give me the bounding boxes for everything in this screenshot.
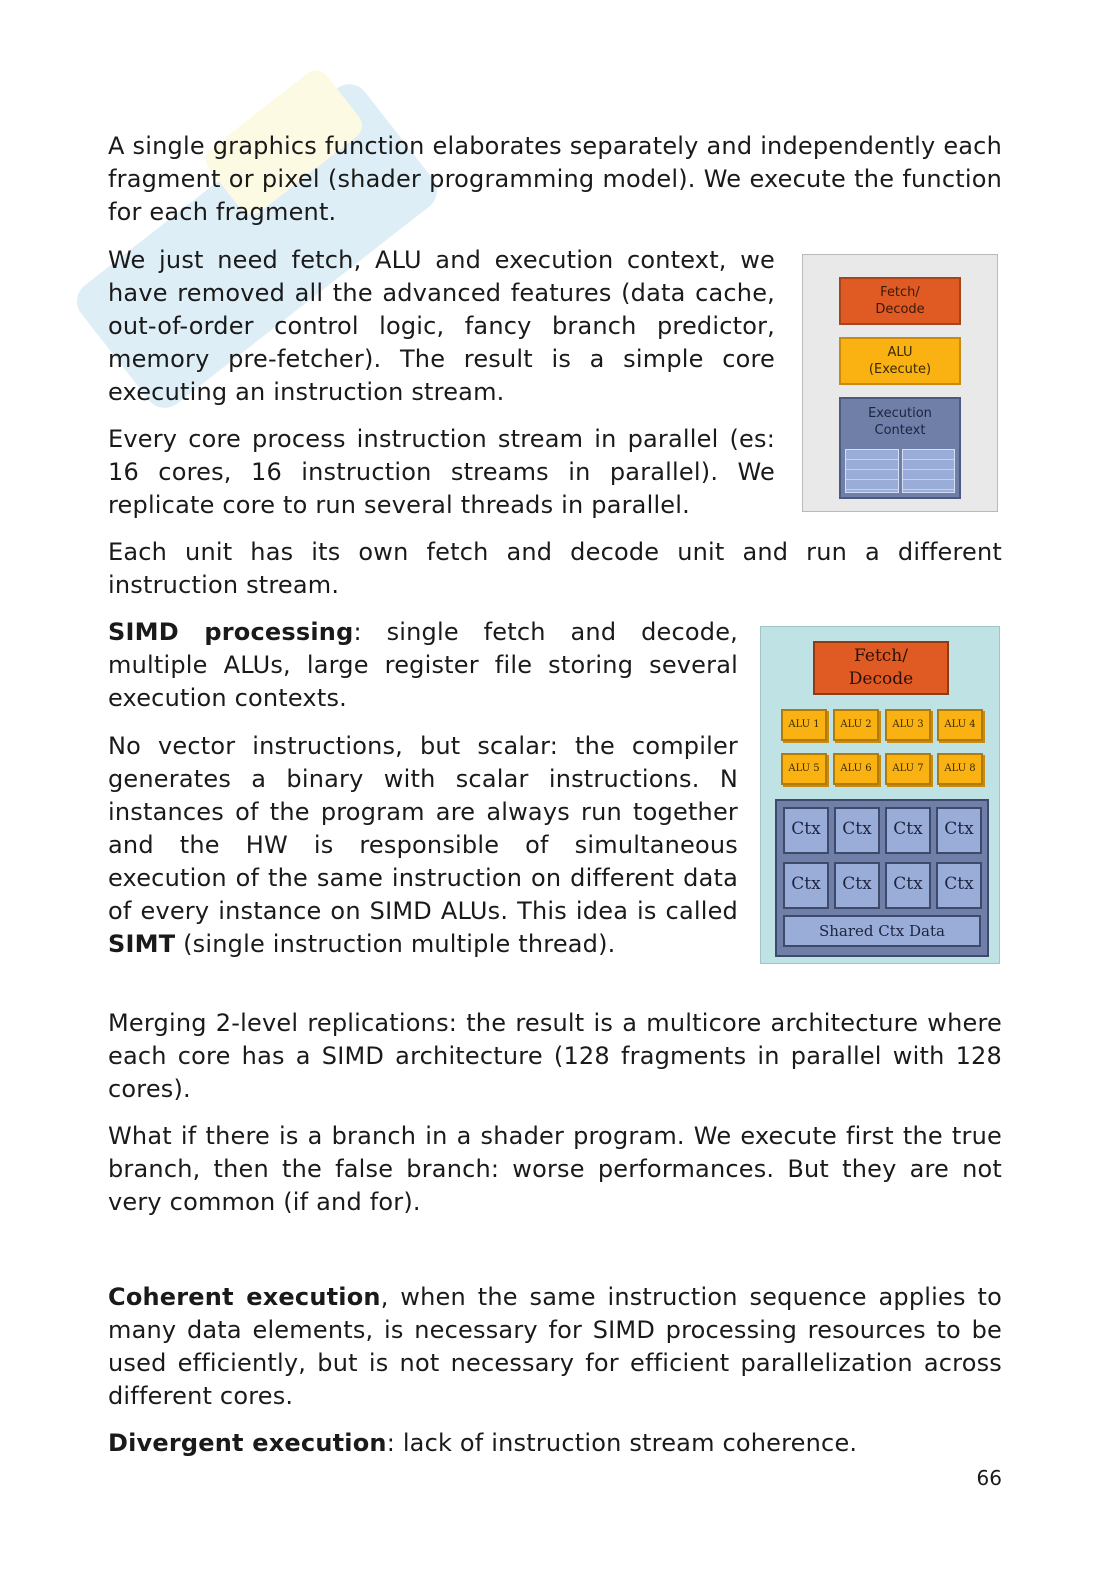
simt-text-after: (single instruction multiple thread). [175,930,616,958]
paragraph-coherent-execution [108,1281,1002,1413]
alu-unit: ALU 6 [833,753,879,785]
paragraph-graphics-function: A single graphics function elaborates separately and independently each fragment or pixel (shader programming model). We execute the function for each fragment. [108,132,1002,226]
alu-array [781,709,981,785]
paragraph-divergent-execution [108,1427,1002,1460]
alu-unit: ALU 2 [833,709,879,741]
alu-unit: ALU 8 [937,753,983,785]
paragraph-fetch-decode-unit: Each unit has its own fetch and decode unit and run a different instruction stream. [108,538,1002,599]
paragraph-simt [108,730,738,961]
coherent-execution-term: Coherent execution [108,1283,381,1311]
alu-unit: ALU 5 [781,753,827,785]
shared-ctx-data: Shared Ctx Data [783,915,981,947]
exec-label-line1: Execution [868,406,932,421]
fetch-label-line1: Fetch/ [880,285,920,300]
figure-simd-core [760,626,1000,964]
alu-unit: ALU 3 [885,709,931,741]
paragraph-simd-processing [108,616,738,715]
coherent-execution-text: , when the same instruction sequence applies to many data elements, is necessary for SIMD processing resources to be used efficiently, but is not necessary for efficient parallelization across different cores. [108,1283,1002,1410]
alu-unit: ALU 7 [885,753,931,785]
paragraph-simple-core: We just need fetch, ALU and execution context, we have removed all the advanced features (data cache, out-of-order control logic, fancy branch predictor, memory pre-fetcher). The result is a simple core executing an instruction stream. [108,246,775,406]
alu-label-line2: (Execute) [868,362,932,377]
ctx-cell: Ctx [783,807,829,854]
paragraph-branching: What if there is a branch in a shader program. We execute first the true branch, then the false branch: worse performances. But they are not very common (if and for). [108,1122,1002,1216]
paragraph-multicore-simd: Merging 2-level replications: the result is a multicore architecture where each core has a SIMD architecture (128 fragments in parallel with 128 cores). [108,1009,1002,1103]
divergent-execution-text: : lack of instruction stream coherence. [386,1429,858,1457]
ctx-cell: Ctx [936,807,982,854]
exec-label-line2: Context [874,423,926,438]
ctx-cell: Ctx [834,807,880,854]
alu-label-line1: ALU [887,345,913,360]
simd-fetch-decode-block [813,641,949,695]
context-register-slot [902,449,956,493]
simt-text-before: No vector instructions, but scalar: the compiler generates a binary with scalar instructions. N instances of the program are always run together and the HW is responsible of simultaneous execution of the same instruction on different data of every instance on SIMD ALUs. This idea is called [108,732,738,925]
ctx-cell: Ctx [936,862,982,909]
divergent-execution-term: Divergent execution [108,1429,387,1457]
alu-execute-block [839,337,961,385]
paragraph-parallel-cores: Every core process instruction stream in parallel (es: 16 cores, 16 instruction streams in parallel). We replicate core to run several threads in parallel. [108,425,775,519]
simd-fetch-line2: Decode [848,669,914,689]
page-number: 66 [976,1466,1002,1490]
context-registers [845,449,955,493]
alu-unit: ALU 4 [937,709,983,741]
fetch-decode-block [839,277,961,325]
fetch-label-line2: Decode [875,302,925,317]
ctx-cell: Ctx [885,862,931,909]
context-block [775,799,989,957]
alu-unit: ALU 1 [781,709,827,741]
context-grid [783,807,982,909]
simd-processing-term: SIMD processing [108,618,354,646]
ctx-cell: Ctx [885,807,931,854]
context-register-slot [845,449,899,493]
execution-context-block [839,397,961,499]
ctx-cell: Ctx [783,862,829,909]
simt-term: SIMT [108,930,176,958]
ctx-cell: Ctx [834,862,880,909]
figure-simple-core [802,254,998,512]
simd-fetch-line1: Fetch/ [854,646,908,666]
simd-processing-text: : single fetch and decode, multiple ALUs, large register file storing several execution contexts. [108,618,738,712]
